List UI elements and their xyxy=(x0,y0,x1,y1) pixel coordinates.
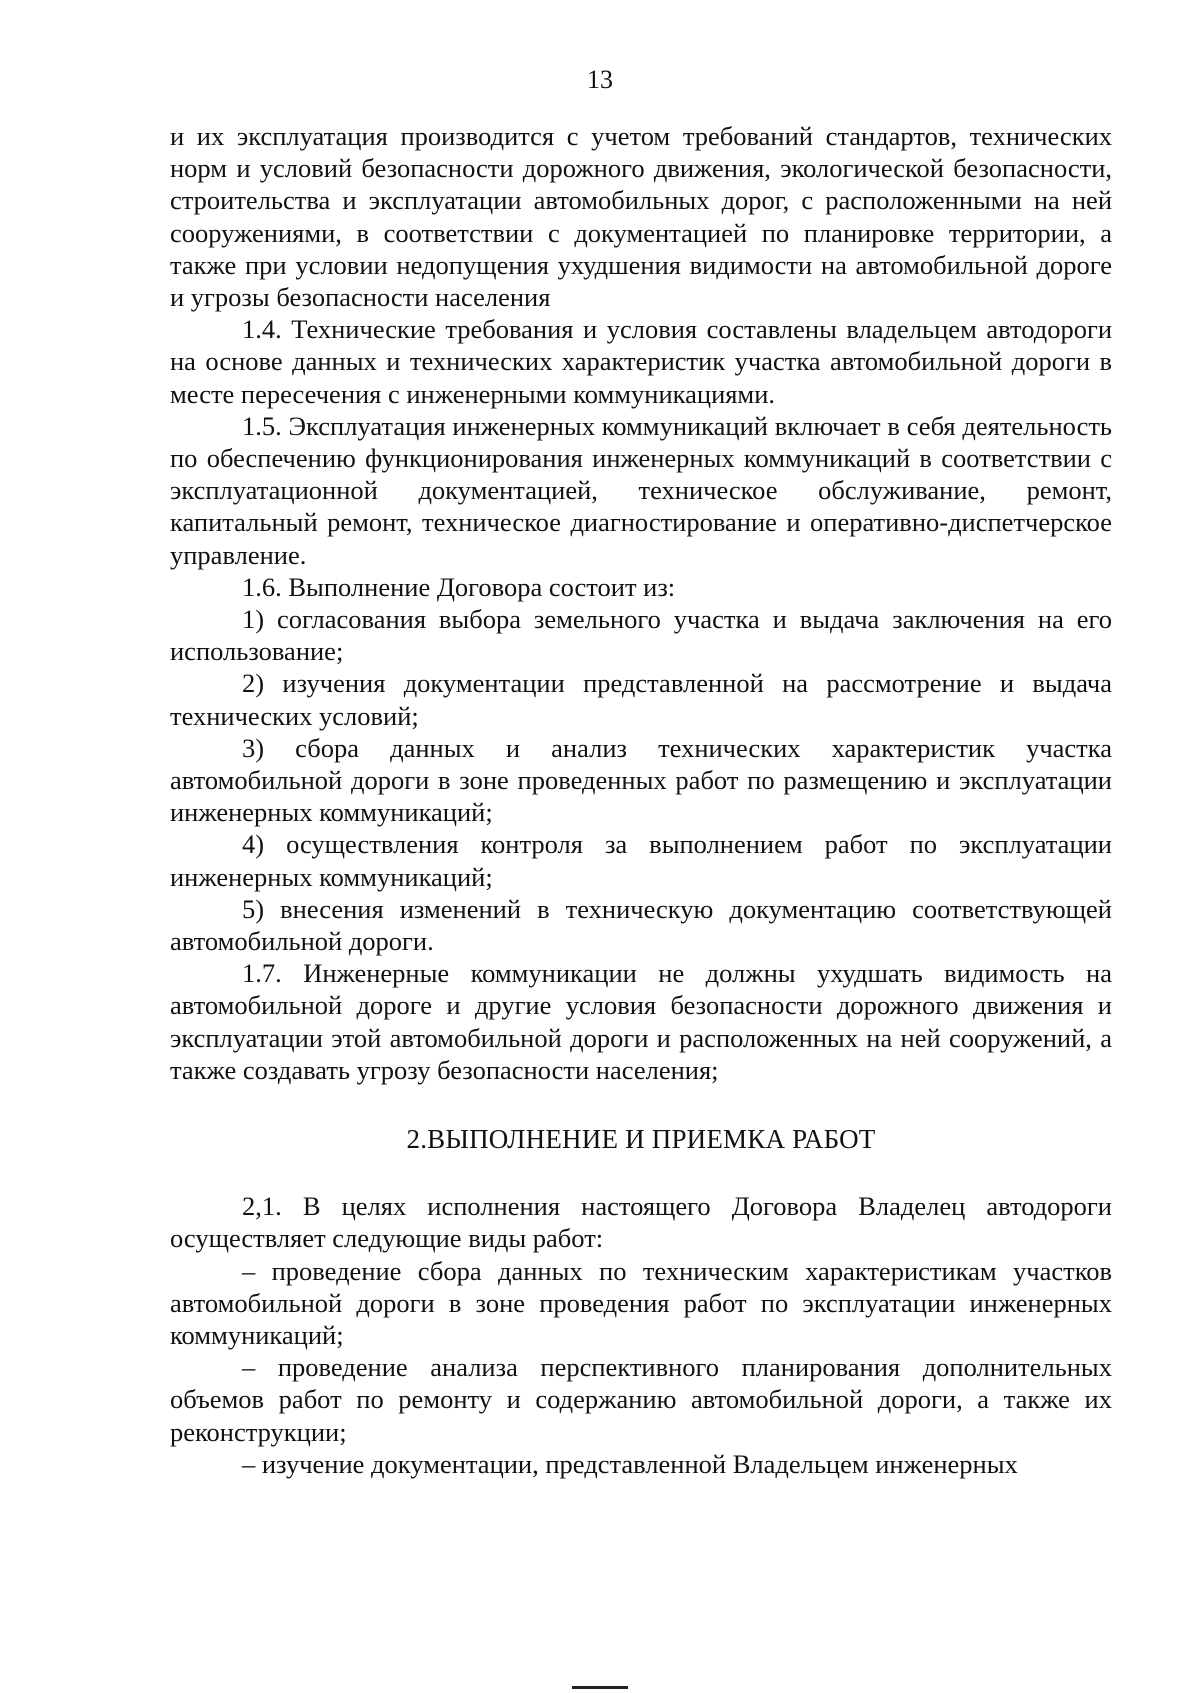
bullet-item-3: – изучение документации, представленной Владельцем инженерных xyxy=(242,1448,1018,1479)
paragraph-1-5: 1.5. Эксплуатация инженерных коммуникаций включает в себя деятельность по обеспечению функционирования инженерных коммуникаций в соответствии с эксплуатационной документацией, техническое обслуживание, ремонт, капитальный ремонт, техническое диагностирование и оперативно-диспетчерское управление. xyxy=(170,410,1112,570)
section-heading: 2.ВЫПОЛНЕНИЕ И ПРИЕМКА РАБОТ xyxy=(406,1124,876,1155)
paragraph-1-4: 1.4. Технические требования и условия составлены владельцем автодороги на основе данных и технических характеристик участка автомобильной дороги в месте пересечения с инженерными коммуникациями. xyxy=(170,314,1112,409)
footer-divider-mark xyxy=(572,1686,628,1689)
paragraph-1-7: 1.7. Инженерные коммуникации не должны ухудшать видимость на автомобильной дороге и другие условия безопасности дорожного движения и эксплуатации этой автомобильной дороги и расположенных на ней сооружений, а также создавать угрозу безопасности населения; xyxy=(170,958,1112,1085)
paragraph-2-1: 2,1. В целях исполнения настоящего Договора Владелец автодороги осуществляет следующие виды работ: xyxy=(170,1191,1112,1254)
list-item-2: 2) изучения документации представленной на рассмотрение и выдача технических условий; xyxy=(170,668,1112,731)
list-item-1: 1) согласования выбора земельного участка и выдача заключения на его использование; xyxy=(170,604,1112,667)
bullet-item-1: – проведение сбора данных по техническим характеристикам участков автомобильной дороги в зоне проведения работ по эксплуатации инженерных коммуникаций; xyxy=(170,1255,1112,1350)
list-item-5: 5) внесения изменений в техническую документацию соответствующей автомобильной дороги. xyxy=(170,893,1112,957)
page-number: 13 xyxy=(587,65,613,94)
paragraph-1-6: 1.6. Выполнение Договора состоит из: xyxy=(242,571,676,602)
list-item-3: 3) сбора данных и анализ технических характеристик участка автомобильной дороги в зоне проведенных работ по размещению и эксплуатации инженерных коммуникаций; xyxy=(170,732,1112,828)
bullet-item-2: – проведение анализа перспективного планирования дополнительных объемов работ по ремонту и содержанию автомобильной дороги, а также их реконструкции; xyxy=(170,1352,1112,1447)
document-body xyxy=(170,120,1112,1480)
paragraph-continuation: и их эксплуатация производится с учетом требований стандартов, технических норм и условий безопасности дорожного движения, экологической безопасности, строительства и эксплуатации автомобильных дорог, с расположенными на ней сооружениями, в соответствии с документацией по планировке территории, а также при условии недопущения ухудшения видимости на автомобильной дороге и угрозы безопасности населения xyxy=(170,121,1112,313)
list-item-4: 4) осуществления контроля за выполнением работ по эксплуатации инженерных коммуникаций; xyxy=(170,829,1112,892)
